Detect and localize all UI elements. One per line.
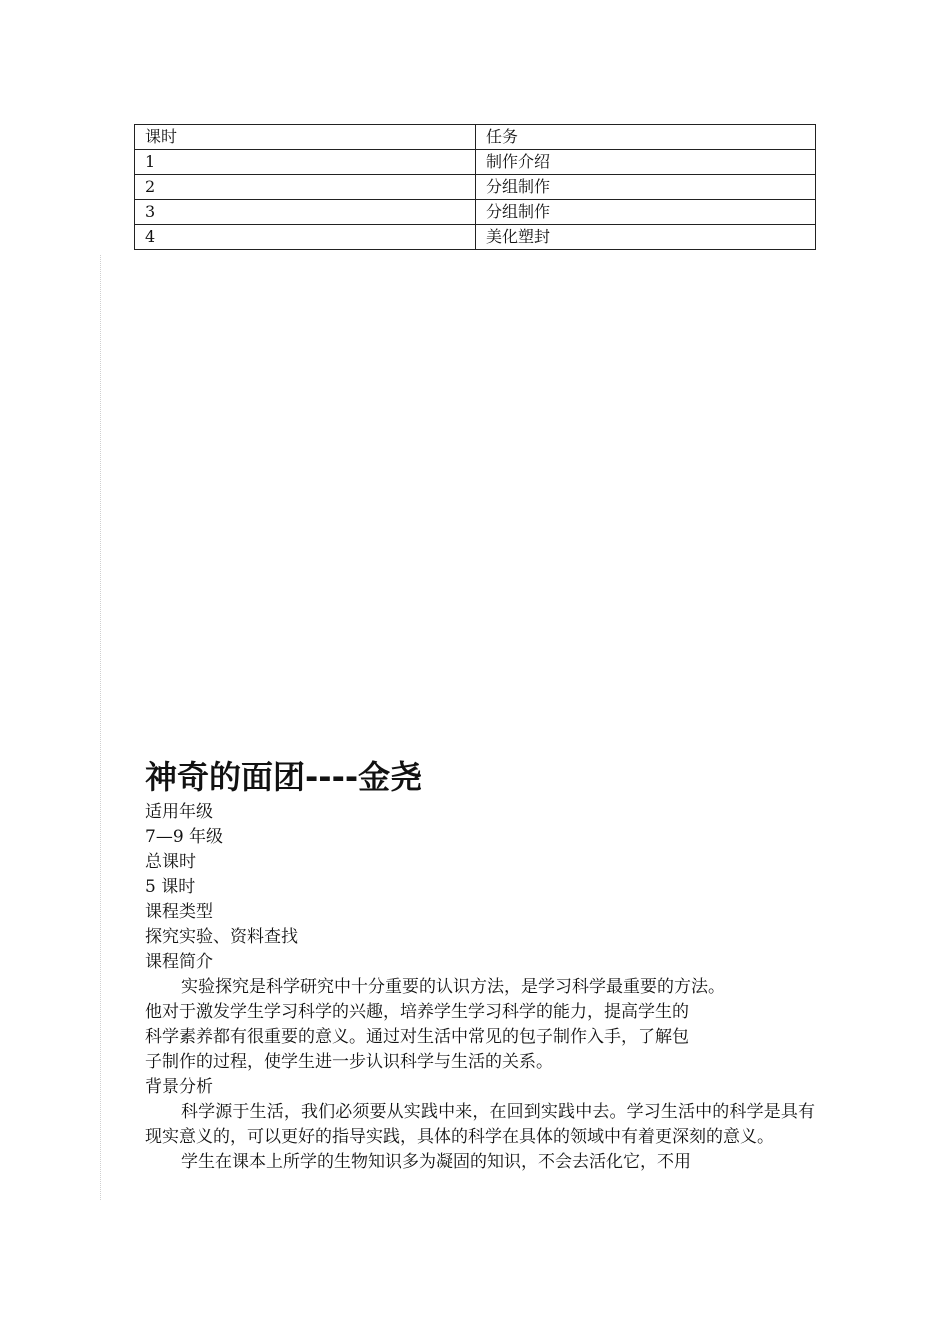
intro-line: 他对于激发学生学习科学的兴趣，培养学生学习科学的能力，提高学生的 — [145, 1002, 689, 1022]
hours-value: 5 课时 — [145, 877, 196, 897]
cell-lesson: 1 — [135, 150, 476, 175]
background-label: 背景分析 — [145, 1077, 213, 1097]
cell-lesson: 3 — [135, 200, 476, 225]
header-cell-lesson: 课时 — [135, 125, 476, 150]
table-row — [135, 200, 816, 225]
grade-label: 适用年级 — [145, 802, 213, 822]
cell-task: 制作介绍 — [476, 150, 816, 175]
background-paragraph: 学生在课本上所学的生物知识多为凝固的知识，不会去活化它，不用 — [181, 1152, 691, 1172]
course-type-label: 课程类型 — [145, 902, 213, 922]
cell-lesson: 2 — [135, 175, 476, 200]
table-header-row — [135, 125, 816, 150]
grade-value: 7—9 年级 — [145, 827, 224, 847]
cell-lesson: 4 — [135, 225, 476, 250]
page-margin-guide — [100, 255, 101, 1200]
lesson-schedule-table — [134, 124, 816, 250]
background-paragraph: 科学源于生活，我们必须要从实践中来，在回到实践中去。学习生活中的科学是具有现实意义的，可以更好的指导实践，具体的科学在具体的领域中有着更深刻的意义。 — [145, 1102, 815, 1147]
cell-task: 分组制作 — [476, 200, 816, 225]
cell-task: 美化塑封 — [476, 225, 816, 250]
course-type-value: 探究实验、资料查找 — [145, 927, 298, 947]
intro-line: 科学素养都有很重要的意义。通过对生活中常见的包子制作入手，了解包 — [145, 1027, 689, 1047]
intro-line: 实验探究是科学研究中十分重要的认识方法，是学习科学最重要的方法。 — [181, 977, 725, 997]
table-row — [135, 150, 816, 175]
intro-line: 子制作的过程，使学生进一步认识科学与生活的关系。 — [145, 1052, 553, 1072]
intro-label: 课程简介 — [145, 952, 213, 972]
cell-task: 分组制作 — [476, 175, 816, 200]
table-row — [135, 225, 816, 250]
hours-label: 总课时 — [145, 852, 196, 872]
document-title: 神奇的面团----金尧 — [145, 758, 423, 796]
document-body — [145, 800, 815, 1175]
header-cell-task: 任务 — [476, 125, 816, 150]
table-row — [135, 175, 816, 200]
